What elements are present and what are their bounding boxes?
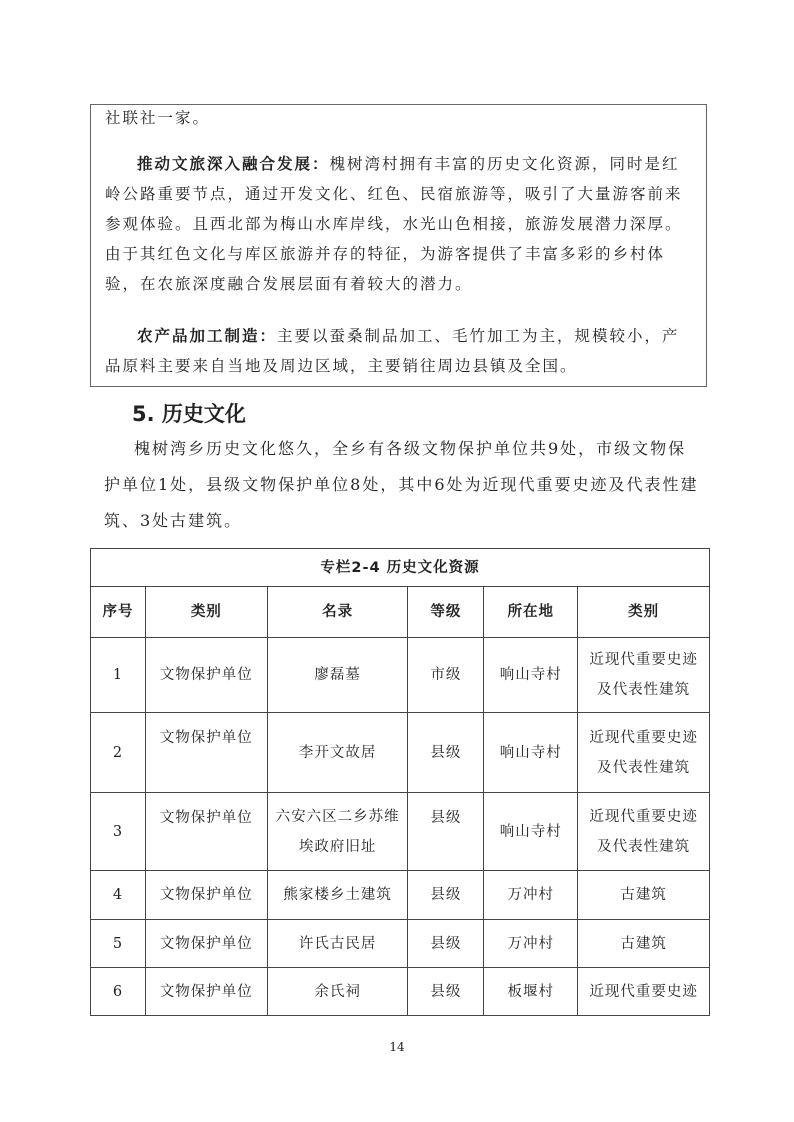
cell: 5 — [91, 920, 146, 968]
paragraph-processing — [105, 321, 696, 381]
cell: 县级 — [408, 793, 484, 871]
cell: 4 — [91, 871, 146, 920]
cell: 市级 — [408, 638, 484, 713]
table-row — [91, 638, 710, 713]
cell: 2 — [91, 713, 146, 793]
cell: 古建筑 — [578, 920, 710, 968]
cell: 县级 — [408, 968, 484, 1016]
paragraph-text: 主要以蚕桑制品加工、毛竹加工为主，规模较小，产品原料主要来自当地及周边区域，主要销往周边县镇及全国。 — [105, 327, 680, 375]
table-row — [91, 920, 710, 968]
paragraph-text: 槐树湾村拥有丰富的历史文化资源，同时是红岭公路重要节点，通过开发文化、红色、民宿旅游等，吸引了大量游客前来参观体验。且西北部为梅山水库岸线，水光山色相接，旅游发展潜力深厚。由于其红色文化与库区旅游并存的特征，为游客提供了丰富多彩的乡村体验，在农旅深度融合发展层面有着较大的潜力。 — [105, 155, 683, 293]
paragraph-lead: 推动文旅深入融合发展： — [137, 155, 330, 173]
table-row — [91, 713, 710, 793]
cell: 近现代重要史迹及代表性建筑 — [578, 638, 710, 713]
heritage-table — [90, 548, 710, 1016]
paragraph-lead: 农产品加工制造： — [137, 327, 278, 345]
section-paragraph: 槐树湾乡历史文化悠久，全乡有各级文物保护单位共9处，市级文物保护单位1处，县级文物保护单位8处，其中6处为近现代重要史迹及代表性建筑、3处古建筑。 — [104, 439, 699, 530]
section-heading: 5. 历史文化 — [132, 402, 246, 426]
cell: 近现代重要史迹 — [578, 968, 710, 1016]
cell: 县级 — [408, 713, 484, 793]
header-cell: 等级 — [408, 587, 484, 638]
cell: 县级 — [408, 920, 484, 968]
cell: 响山寺村 — [484, 793, 578, 871]
table-row — [91, 968, 710, 1016]
cell: 许氏古民居 — [267, 920, 408, 968]
cell: 余氏祠 — [267, 968, 408, 1016]
cell: 近现代重要史迹及代表性建筑 — [578, 793, 710, 871]
cell: 文物保护单位 — [145, 793, 267, 871]
cell: 古建筑 — [578, 871, 710, 920]
table-row — [91, 793, 710, 871]
cell: 熊家楼乡土建筑 — [267, 871, 408, 920]
paragraph-tourism — [105, 149, 696, 299]
cell: 万冲村 — [484, 871, 578, 920]
cell: 1 — [91, 638, 146, 713]
cell: 文物保护单位 — [145, 968, 267, 1016]
cell: 万冲村 — [484, 920, 578, 968]
cell: 文物保护单位 — [145, 871, 267, 920]
cell: 近现代重要史迹及代表性建筑 — [578, 713, 710, 793]
text-box — [90, 104, 707, 387]
cell: 县级 — [408, 871, 484, 920]
header-cell: 所在地 — [484, 587, 578, 638]
table-row — [91, 871, 710, 920]
header-cell: 类别 — [578, 587, 710, 638]
cell: 六安六区二乡苏维埃政府旧址 — [267, 793, 408, 871]
header-cell: 类别 — [145, 587, 267, 638]
cell: 文物保护单位 — [145, 713, 267, 793]
cell: 李开文故居 — [267, 713, 408, 793]
page-number: 14 — [389, 1040, 405, 1054]
table-header — [91, 587, 710, 638]
cell: 板堰村 — [484, 968, 578, 1016]
cell: 文物保护单位 — [145, 920, 267, 968]
cell: 响山寺村 — [484, 638, 578, 713]
cell: 文物保护单位 — [145, 638, 267, 713]
table-title: 专栏2-4 历史文化资源 — [91, 549, 710, 587]
cell: 6 — [91, 968, 146, 1016]
header-cell: 序号 — [91, 587, 146, 638]
cell: 3 — [91, 793, 146, 871]
cell: 响山寺村 — [484, 713, 578, 793]
header-cell: 名录 — [267, 587, 408, 638]
box-line: 社联社一家。 — [105, 109, 211, 127]
cell: 廖磊墓 — [267, 638, 408, 713]
